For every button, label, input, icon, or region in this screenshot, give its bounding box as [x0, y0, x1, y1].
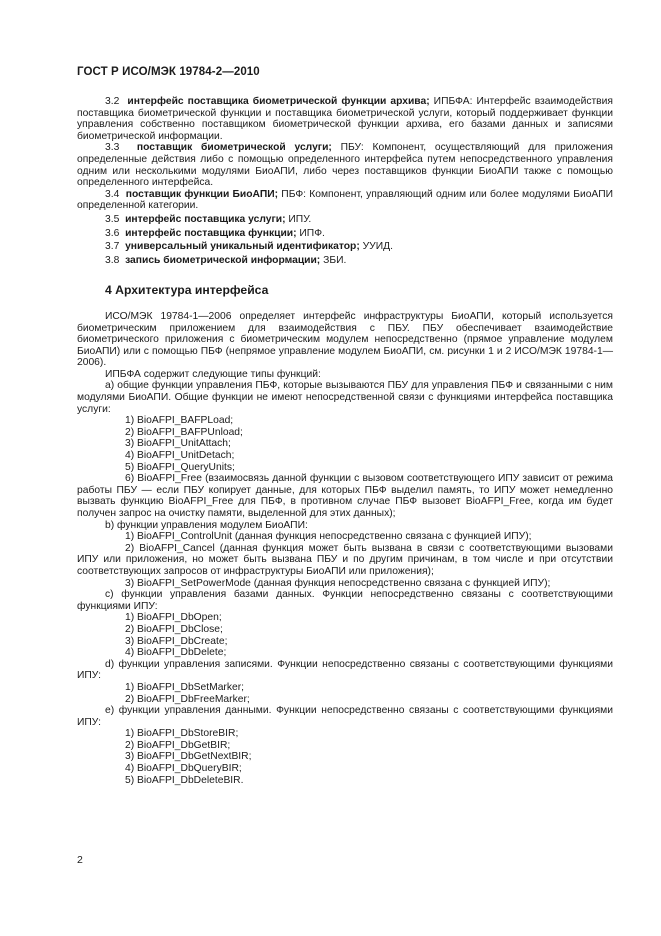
list-subitem: 4) BioAFPI_UnitDetach; [125, 450, 235, 462]
list-subitem: 1) BioAFPI_DbOpen; [125, 612, 222, 624]
definition-3-5: 3.5 интерфейс поставщика услуги; ИПУ. [105, 213, 312, 225]
list-subitem: 1) BioAFPI_BAFPLoad; [125, 415, 234, 427]
list-subitem: 2) BioAFPI_DbFreeMarker; [125, 693, 250, 705]
list-subitem: 1) BioAFPI_DbSetMarker; [125, 681, 245, 693]
list-subitem: 5) BioAFPI_DbDeleteBIR. [125, 774, 244, 786]
intro-types-line: ИПБФА содержит следующие типы функций: [105, 368, 321, 380]
list-item-a: a) общие функции управления ПБФ, которые вызываются ПБУ для управления ПБФ и связанными с ним модулями БиоАПИ. Общие функции не имеют непосредственной связи с функциями интерфейса поставщика услуги: [77, 380, 613, 415]
list-subitem: 2) BioAFPI_DbGetBIR; [125, 739, 231, 751]
definition-3-4: 3.4 поставщик функции БиоАПИ; ПБФ: Компонент, управляющий одним или более модулями БиоАПИ определенной категории. [77, 188, 613, 212]
list-subitem: 5) BioAFPI_QueryUnits; [125, 461, 235, 473]
list-subitem: 2) BioAFPI_DbClose; [125, 623, 223, 635]
definition-3-8: 3.8 запись биометрической информации; ЗБИ. [105, 254, 347, 266]
list-item-b: b) функции управления модулем БиоАПИ: [105, 519, 308, 531]
list-item-d: d) функции управления записями. Функции непосредственно связаны с соответствующими функциями ИПУ: [77, 658, 613, 682]
list-subitem: 2) BioAFPI_BAFPUnload; [125, 426, 243, 438]
list-subitem: 3) BioAFPI_UnitAttach; [125, 438, 231, 450]
definition-3-6: 3.6 интерфейс поставщика функции; ИПФ. [105, 227, 325, 239]
list-subitem: 1) BioAFPI_DbStoreBIR; [125, 728, 239, 740]
list-item-e: e) функции управления данными. Функции непосредственно связаны с соответствующими функциями ИПУ: [77, 705, 613, 728]
list-item-c: c) функции управления базами данных. Функции непосредственно связаны с соответствующими функциями ИПУ: [77, 589, 613, 612]
list-subitem: 3) BioAFPI_DbCreate; [125, 635, 228, 647]
page-content [77, 96, 613, 786]
section-heading: 4 Архитектура интерфейса [105, 283, 269, 298]
list-subitem: 4) BioAFPI_DbDelete; [125, 647, 227, 659]
list-subitem: 3) BioAFPI_SetPowerMode (данная функция непосредственно связана с функцией ИПУ); [125, 577, 551, 589]
list-subitem: 3) BioAFPI_DbGetNextBIR; [125, 751, 252, 763]
page-number: 2 [77, 854, 83, 866]
definition-3-2: 3.2 интерфейс поставщика биометрической функции архива; ИПБФА: Интерфейс взаимодействия поставщика биометрической функции и поставщика биометрической услуги, который поддерживает функции управления собственно поставщиком биометрической функции архива, его базами данных и записями биометрической информации. [77, 96, 613, 142]
definition-3-7: 3.7 универсальный уникальный идентификатор; УУИД. [105, 241, 393, 253]
page-header: ГОСТ Р ИСО/МЭК 19784-2—2010 [77, 66, 260, 78]
definition-3-3: 3.3 поставщик биометрической услуги; ПБУ: Компонент, осуществляющий для приложения определенные действия либо с помощью определенного интерфейса путем непосредственного управления одним или несколькими модулями БиоАПИ, либо через поставщиков функции БиоАПИ также с помощью определенного интерфейса. [77, 142, 613, 189]
list-subitem: 1) BioAFPI_ControlUnit (данная функция непосредственно связана с функцией ИПУ); [125, 531, 532, 543]
list-subitem: 6) BioAFPI_Free (взаимосвязь данной функции с вызовом соответствующего ИПУ зависит от режима работы ПБУ — если ПБУ копирует данные, для которых ПБФ выделил память, то ИПУ может немедленно вызвать функцию BioAFPI_Free для ПБФ, в противном случае ПБФ вызовет BioAFPI_Free, когда им будет получен запрос на очистку памяти, выделенной для этих данных); [77, 473, 613, 519]
list-subitem: 4) BioAFPI_DbQueryBIR; [125, 763, 242, 775]
list-subitem: 2) BioAFPI_Cancel (данная функция может быть вызвана в связи с соответствующими вызовами ИПУ или приложения, но может быть вызвана ПБУ и по другим причинам, в том числе и при отсутствии соответствующих запросов от инфраструктуры БиоАПИ или приложения); [77, 542, 613, 577]
intro-paragraph: ИСО/МЭК 19784-1—2006 определяет интерфейс инфраструктуры БиоАПИ, который используется биометрическим приложением для взаимодействия с ПБУ. ПБУ обеспечивает взаимодействие биометрического приложения с биометрическим модулем непосредственно (прямое управление модулем БиоАПИ) или с помощью ПБФ (непрямое управление модулем БиоАПИ, см. рисунки 1 и 2 ИСО/МЭК 19784-1—2006). [77, 310, 613, 369]
